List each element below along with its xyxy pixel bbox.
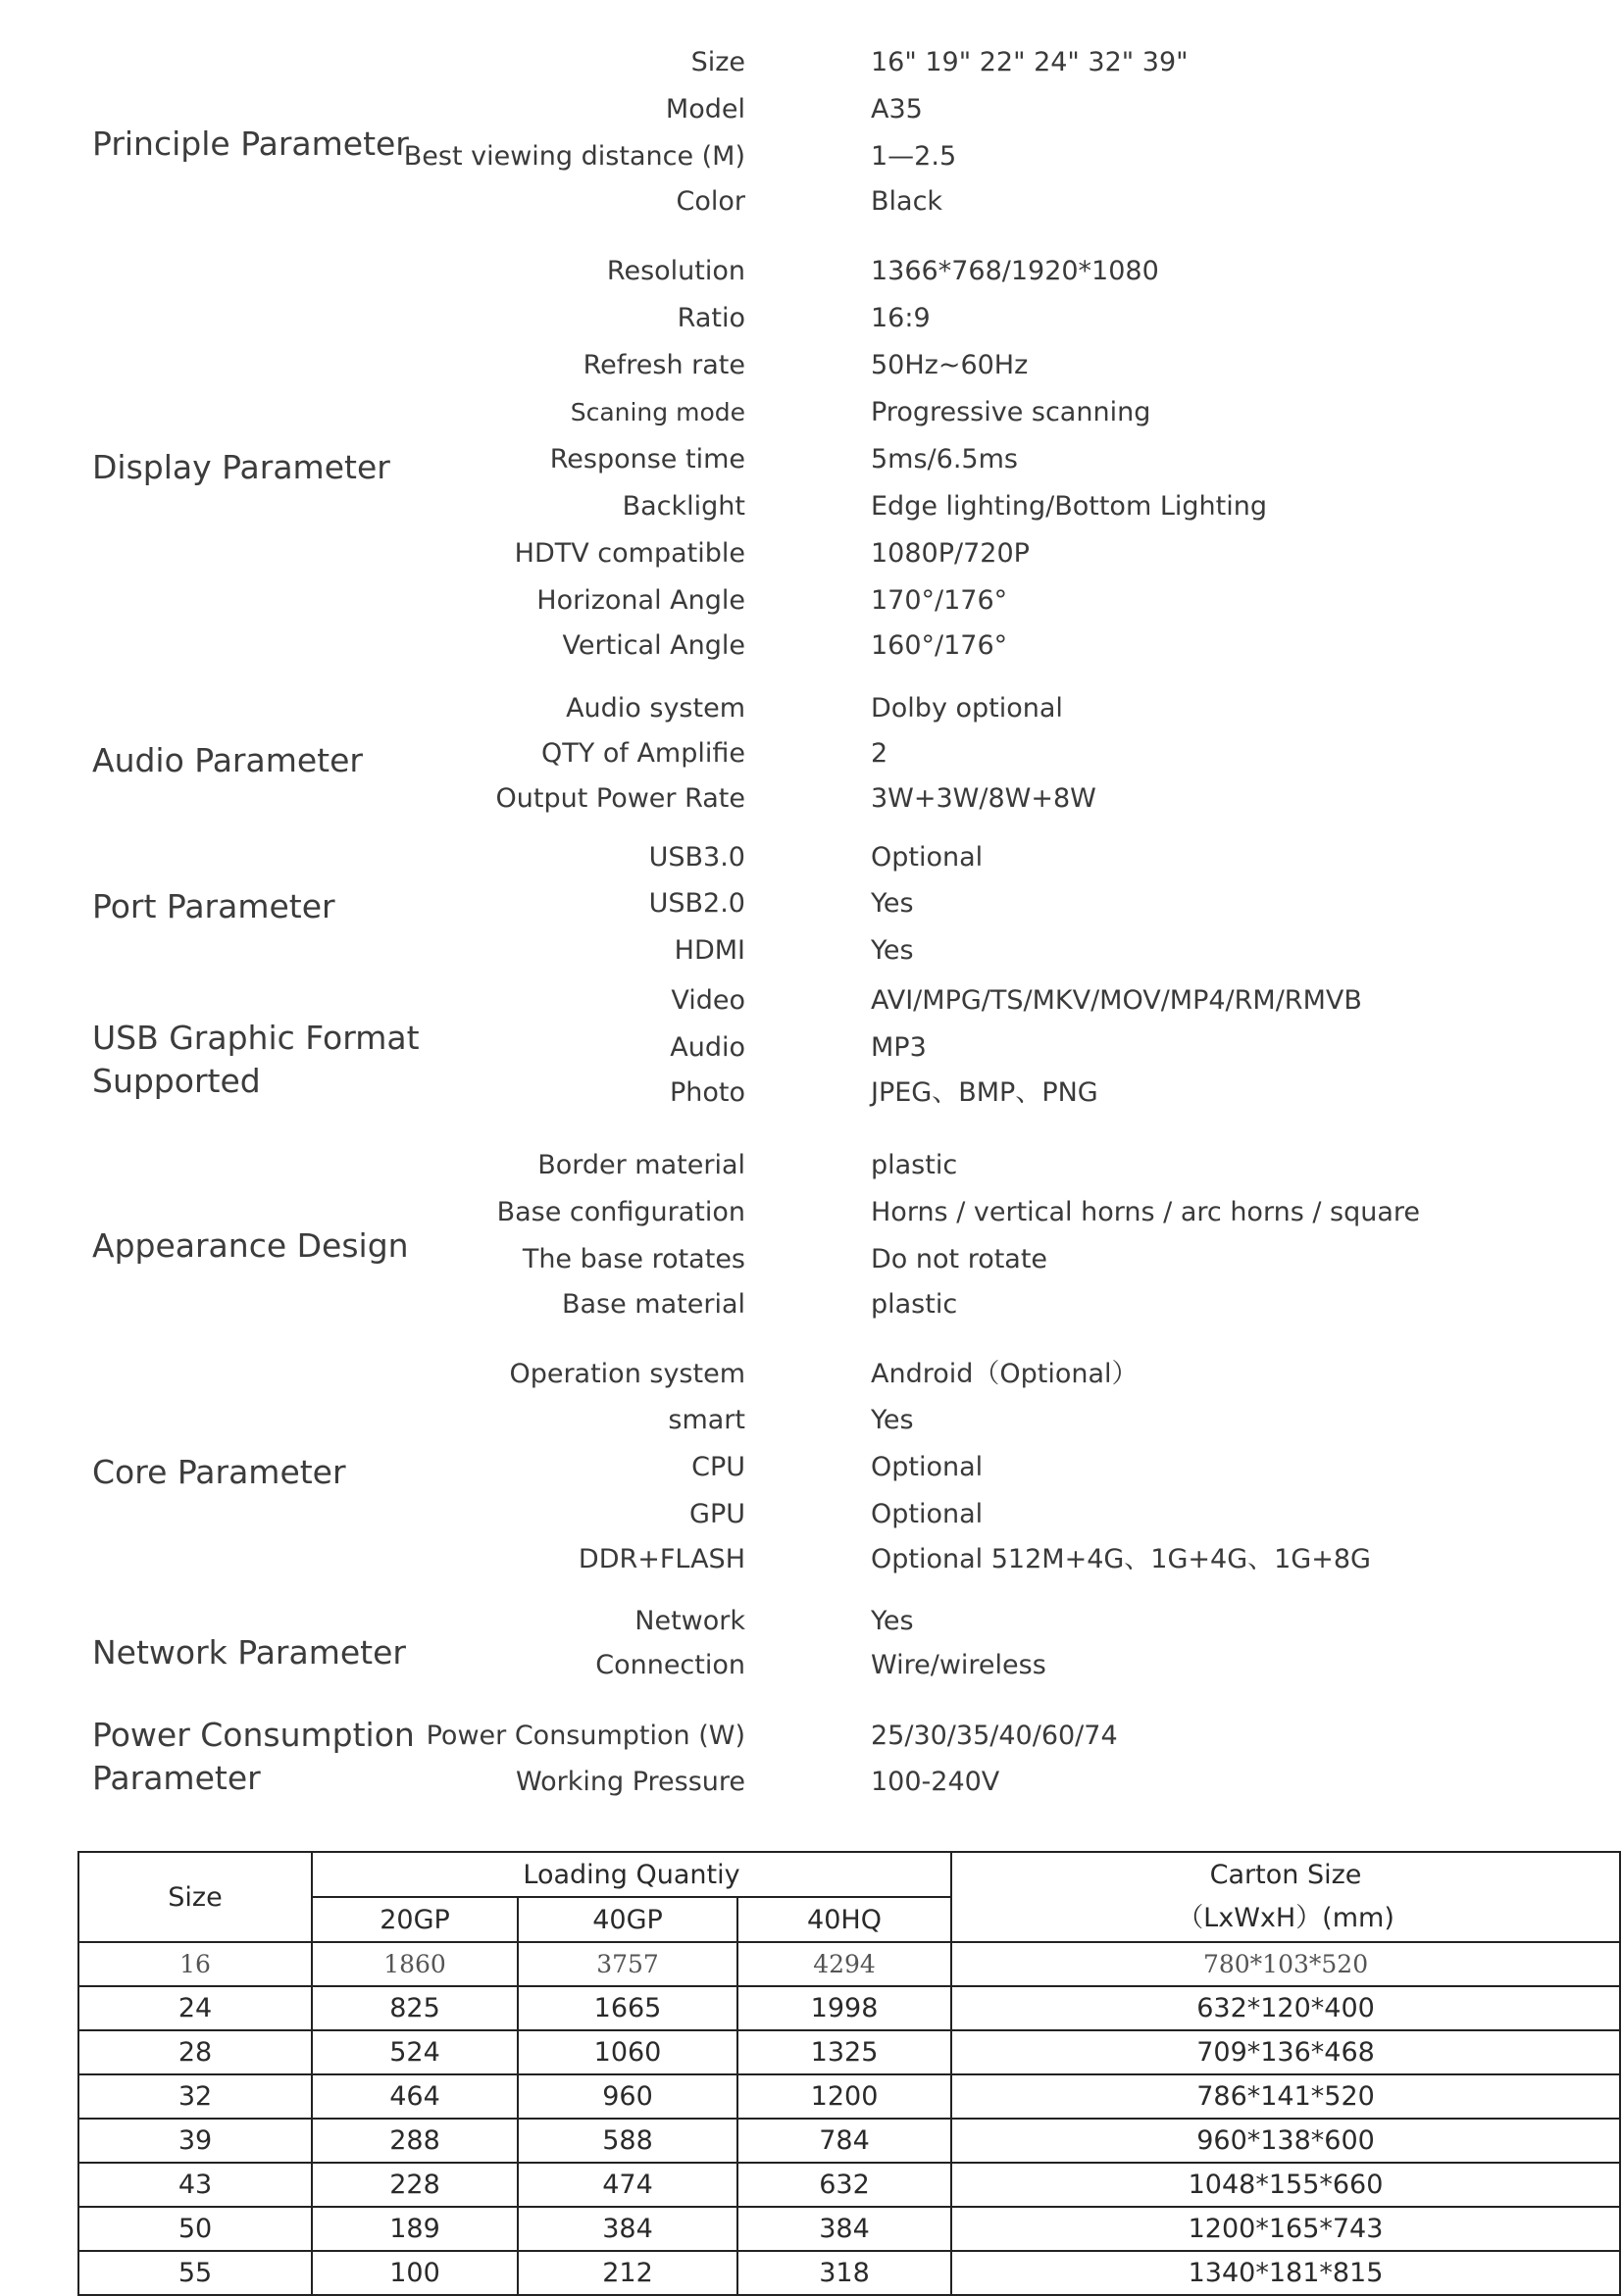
param-label: Photo [669,1077,745,1108]
qty-40hq-cell: 1325 [737,2030,951,2074]
param-value: 2 [871,738,888,769]
param-value: Optional [871,1452,984,1482]
param-value: Optional 512M+4G、1G+4G、1G+8G [871,1544,1371,1574]
param-label: Connection [595,1650,745,1680]
table-row [78,2163,1620,2207]
param-label: Best viewing distance (M) [403,141,745,172]
param-value: 16" 19" 22" 24" 32" 39" [871,47,1189,77]
qty-40gp-cell: 960 [518,2074,737,2119]
table-row [78,2030,1620,2074]
param-label: Working Pressure [516,1767,745,1797]
group-title: Appearance Design [92,1226,409,1265]
param-value: 3W+3W/8W+8W [871,783,1096,814]
size-cell: 24 [78,1986,312,2030]
param-value: 50Hz~60Hz [871,350,1029,380]
param-label: Output Power Rate [495,783,745,814]
param-label: Refresh rate [583,350,745,380]
param-label: HDMI [674,935,745,966]
param-label: DDR+FLASH [578,1544,745,1574]
param-label: Network [634,1606,745,1636]
size-cell: 39 [78,2119,312,2163]
param-label: Ratio [677,303,745,333]
size-cell: 32 [78,2074,312,2119]
param-value: 100-240V [871,1767,1000,1797]
size-header: Size [78,1852,312,1942]
container-20gp-header: 20GP [312,1897,518,1942]
param-value: A35 [871,94,923,125]
param-label: USB2.0 [648,888,745,919]
param-value: Yes [871,1405,914,1435]
param-label: Vertical Angle [562,630,745,661]
qty-40gp-cell: 384 [518,2207,737,2251]
loading-quantity-header: Loading Quantiy [312,1852,951,1897]
loading-quantity-table [77,1851,1621,2296]
qty-20gp-cell: 228 [312,2163,518,2207]
qty-20gp-cell: 524 [312,2030,518,2074]
group-title: Audio Parameter [92,741,363,779]
size-cell: 50 [78,2207,312,2251]
param-value: Black [871,186,943,217]
group-title: Parameter [92,1759,261,1797]
group-title: Power Consumption [92,1716,415,1754]
carton-size-cell: 1340*181*815 [951,2251,1620,2295]
param-value: Progressive scanning [871,397,1151,427]
carton-size-header [951,1852,1620,1942]
qty-40hq-cell: 1998 [737,1986,951,2030]
param-label: GPU [689,1499,745,1529]
param-value: 1080P/720P [871,538,1030,569]
param-label: QTY of Amplifie [541,738,745,769]
param-label: Base configuration [496,1197,745,1227]
param-label: CPU [691,1452,745,1482]
param-value: Yes [871,888,914,919]
param-label: Size [690,47,745,77]
qty-40hq-cell: 632 [737,2163,951,2207]
qty-20gp-cell: 825 [312,1986,518,2030]
group-title: Port Parameter [92,887,335,925]
param-value: 25/30/35/40/60/74 [871,1721,1118,1751]
qty-40gp-cell: 588 [518,2119,737,2163]
qty-40hq-cell: 784 [737,2119,951,2163]
qty-20gp-cell: 100 [312,2251,518,2295]
param-label: Video [671,985,745,1016]
param-label: Audio [670,1032,745,1063]
param-label: Resolution [606,256,745,286]
param-value: 1366*768/1920*1080 [871,256,1159,286]
param-value: plastic [871,1150,958,1180]
carton-size-cell: 786*141*520 [951,2074,1620,2119]
carton-size-header-line2: （LxWxH）(mm) [1177,1903,1394,1933]
param-label: Power Consumption (W) [426,1721,745,1751]
param-value: Yes [871,1606,914,1636]
carton-size-cell: 960*138*600 [951,2119,1620,2163]
param-value: Dolby optional [871,693,1063,724]
carton-size-cell: 1200*165*743 [951,2207,1620,2251]
param-label: Response time [549,444,745,474]
table-row [78,1986,1620,2030]
param-value: Horns / vertical horns / arc horns / square [871,1197,1420,1227]
qty-20gp-cell: 288 [312,2119,518,2163]
param-label: Model [665,94,745,125]
qty-40gp-cell: 1665 [518,1986,737,2030]
param-label: Border material [537,1150,745,1180]
param-value: Wire/wireless [871,1650,1046,1680]
param-label: Operation system [509,1359,745,1389]
param-value: 1—2.5 [871,141,957,172]
param-value: AVI/MPG/TS/MKV/MOV/MP4/RM/RMVB [871,985,1362,1016]
size-cell: 28 [78,2030,312,2074]
param-label: Base material [561,1289,745,1320]
param-label: Scaning mode [570,398,745,426]
group-title: Supported [92,1062,261,1100]
carton-size-cell: 780*103*520 [951,1942,1620,1986]
param-value: 170°/176° [871,585,1008,616]
group-title: Network Parameter [92,1633,406,1672]
size-cell: 43 [78,2163,312,2207]
param-label: Backlight [622,491,745,522]
param-value: Optional [871,842,984,873]
table-row [78,2251,1620,2295]
table-row [78,2207,1620,2251]
carton-size-cell: 709*136*468 [951,2030,1620,2074]
qty-40gp-cell: 212 [518,2251,737,2295]
param-label: Audio system [566,693,745,724]
carton-size-header-line1: Carton Size [1209,1860,1362,1890]
carton-size-cell: 632*120*400 [951,1986,1620,2030]
container-40hq-header: 40HQ [737,1897,951,1942]
qty-40gp-cell: 1060 [518,2030,737,2074]
carton-size-cell: 1048*155*660 [951,2163,1620,2207]
param-value: Optional [871,1499,984,1529]
qty-20gp-cell: 464 [312,2074,518,2119]
param-label: Color [676,186,745,217]
table-row [78,2074,1620,2119]
param-label: smart [668,1405,745,1435]
param-value: Do not rotate [871,1244,1048,1274]
qty-40gp-cell: 474 [518,2163,737,2207]
param-value: JPEG、BMP、PNG [871,1077,1098,1108]
size-cell: 55 [78,2251,312,2295]
size-cell: 16 [78,1942,312,1986]
param-value: 5ms/6.5ms [871,444,1018,474]
param-value: 160°/176° [871,630,1008,661]
group-title: Display Parameter [92,448,390,486]
param-label: USB3.0 [648,842,745,873]
table-row [78,2119,1620,2163]
group-title: USB Graphic Format [92,1019,420,1057]
container-40gp-header: 40GP [518,1897,737,1942]
param-value: Android（Optional） [871,1359,1139,1389]
param-value: Yes [871,935,914,966]
qty-40hq-cell: 384 [737,2207,951,2251]
table-row [78,1942,1620,1986]
qty-20gp-cell: 189 [312,2207,518,2251]
qty-40hq-cell: 318 [737,2251,951,2295]
param-value: plastic [871,1289,958,1320]
table-header-row [78,1852,1620,1897]
param-label: The base rotates [522,1244,745,1274]
group-title: Core Parameter [92,1453,346,1491]
param-value: 16:9 [871,303,931,333]
qty-40hq-cell: 1200 [737,2074,951,2119]
qty-20gp-cell: 1860 [312,1942,518,1986]
param-value: MP3 [871,1032,927,1063]
group-title: Principle Parameter [92,125,409,163]
qty-40gp-cell: 3757 [518,1942,737,1986]
param-label: Horizonal Angle [536,585,745,616]
qty-40hq-cell: 4294 [737,1942,951,1986]
param-value: Edge lighting/Bottom Lighting [871,491,1267,522]
param-label: HDTV compatible [514,538,745,569]
